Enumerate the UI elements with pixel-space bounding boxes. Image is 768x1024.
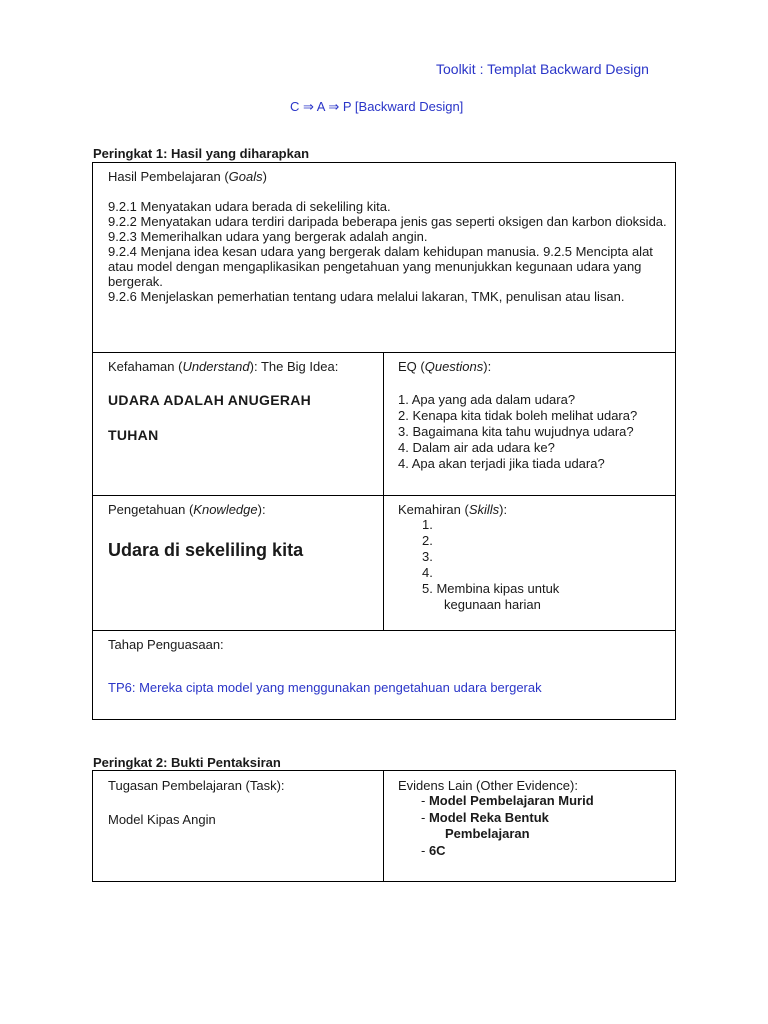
- skill-item: 2.: [422, 533, 433, 548]
- skill-item-continuation: kegunaan harian: [444, 597, 541, 612]
- understand-label: Kefahaman (Understand): The Big Idea:: [108, 359, 339, 374]
- goal-item: 9.2.2 Menyatakan udara terdiri daripada beberapa jenis gas seperti oksigen dan karbon dioksida.: [108, 214, 667, 229]
- evidence-item-continuation: Pembelajaran: [445, 826, 530, 841]
- skill-item: 3.: [422, 549, 433, 564]
- knowledge-cell: [108, 502, 376, 560]
- skills-label: Kemahiran (Skills):: [398, 502, 508, 517]
- skills-cell: [398, 502, 668, 613]
- questions-label: EQ (Questions):: [398, 359, 492, 374]
- goal-item: 9.2.4 Menjana idea kesan udara yang bergerak dalam kehidupan manusia. 9.2.5 Mencipta alat atau model dengan mengaplikasikan pengetahuan yang menunjukkan kegunaan udara yang bergerak.: [108, 244, 653, 289]
- knowledge-label: Pengetahuan (Knowledge):: [108, 502, 266, 517]
- goal-item: 9.2.1 Menyatakan udara berada di sekeliling kita.: [108, 199, 391, 214]
- skill-item: 4.: [422, 565, 433, 580]
- goals-label: Hasil Pembelajaran (Goals): [108, 169, 267, 184]
- question-item: 1. Apa yang ada dalam udara?: [398, 392, 576, 407]
- design-flow: C ⇒ A ⇒ P [Backward Design]: [290, 99, 464, 114]
- skill-item: 1.: [422, 517, 433, 532]
- mastery-cell: [108, 637, 668, 695]
- big-idea-line1: UDARA ADALAH ANUGERAH: [108, 392, 312, 408]
- stage1-title: Peringkat 1: Hasil yang diharapkan: [93, 146, 310, 161]
- big-idea-line2: TUHAN: [108, 427, 159, 443]
- task-text: Model Kipas Angin: [108, 812, 216, 827]
- evidence-item: - Model Pembelajaran Murid: [421, 793, 594, 808]
- goal-item: 9.2.6 Menjelaskan pemerhatian tentang udara melalui lakaran, TMK, penulisan atau lisan.: [108, 289, 625, 304]
- evidence-item: - 6C: [421, 842, 446, 858]
- evidence-item: - Model Reka Bentuk: [421, 809, 549, 825]
- questions-cell: [398, 359, 638, 472]
- task-label: Tugasan Pembelajaran (Task):: [108, 778, 285, 793]
- evidence-list: [398, 793, 668, 859]
- evidence-cell: [398, 778, 668, 859]
- skills-list: [398, 517, 668, 613]
- knowledge-text: Udara di sekeliling kita: [108, 540, 304, 560]
- question-item: 2. Kenapa kita tidak boleh melihat udara? 3. Bagaimana kita tahu wujudnya udara? 4. Dalam air ada udara ke?: [398, 408, 638, 455]
- question-item: 4. Apa akan terjadi jika tiada udara?: [398, 456, 605, 471]
- mastery-text: TP6: Mereka cipta model yang menggunakan pengetahuan udara bergerak: [108, 680, 542, 695]
- goal-item: 9.2.3 Memerihalkan udara yang bergerak adalah angin.: [108, 229, 428, 244]
- skill-item: 5. Membina kipas untuk: [422, 581, 560, 596]
- goals-cell: [108, 169, 668, 304]
- mastery-label: Tahap Penguasaan:: [108, 637, 224, 652]
- evidence-label: Evidens Lain (Other Evidence):: [398, 778, 578, 793]
- toolkit-title: Toolkit : Templat Backward Design: [436, 61, 649, 77]
- stage2-title: Peringkat 2: Bukti Pentaksiran: [93, 755, 281, 770]
- task-cell: [108, 778, 376, 827]
- understand-cell: [108, 359, 376, 443]
